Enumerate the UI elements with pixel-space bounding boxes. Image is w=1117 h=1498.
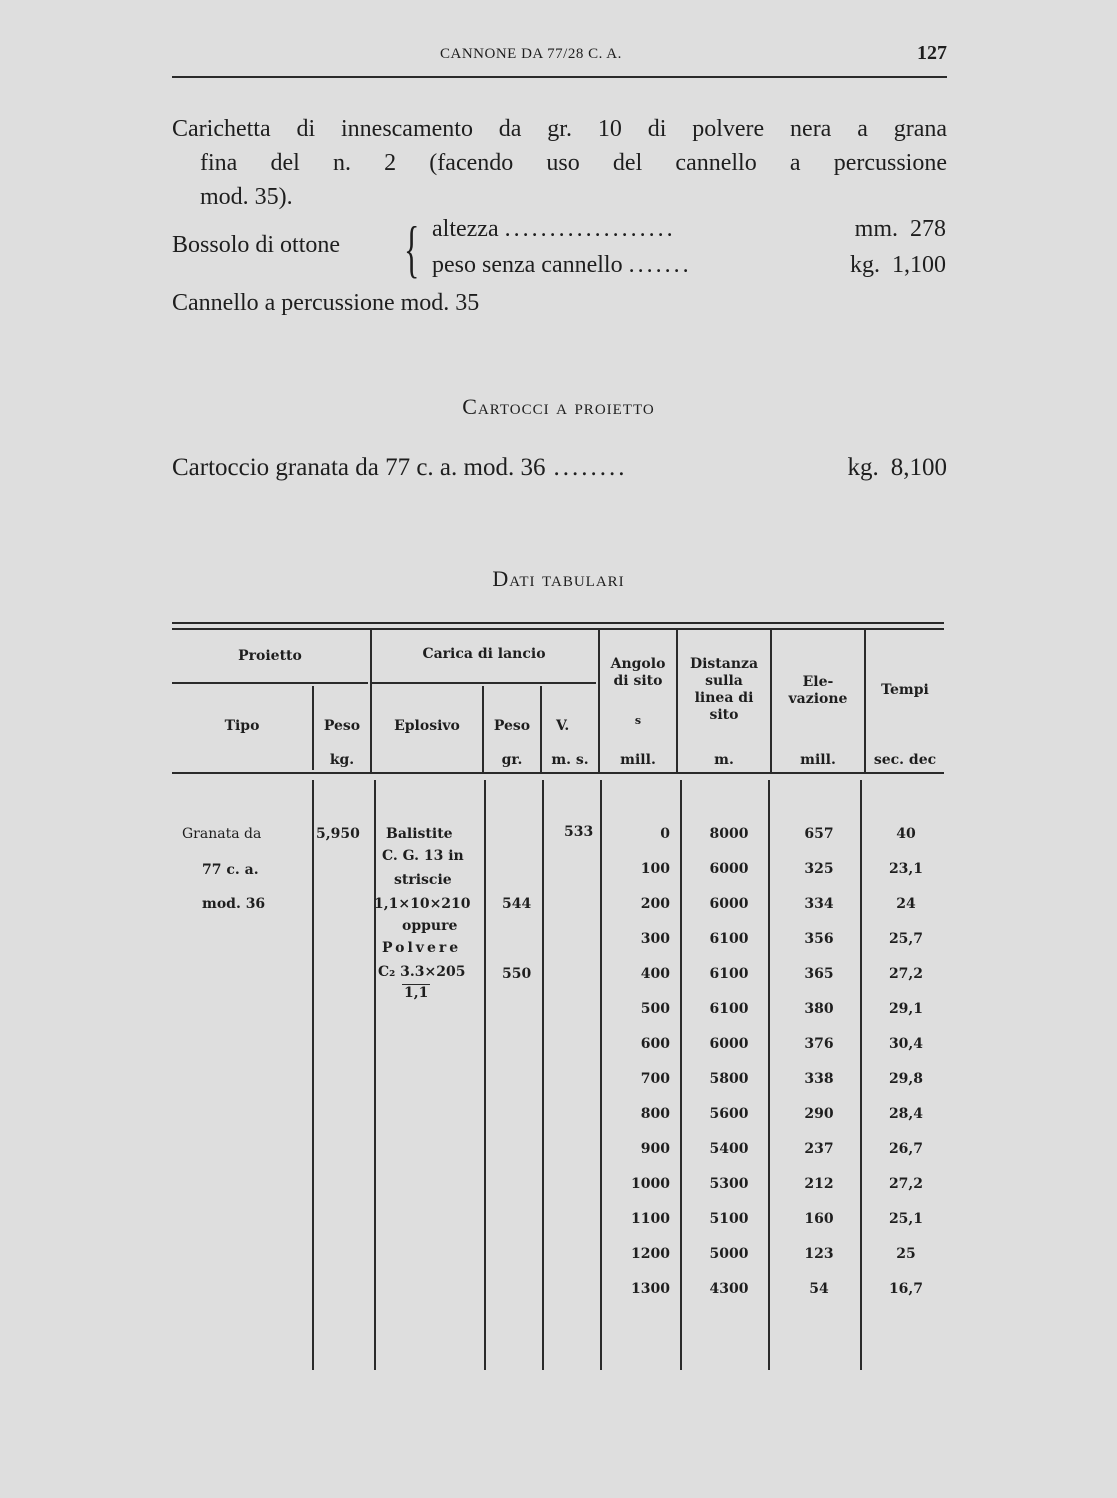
elevazione-cell: 123 xyxy=(804,1246,834,1262)
th-peso: Peso xyxy=(323,718,361,734)
tipo-l2: 77 c. a. xyxy=(202,862,259,878)
esplosivo-l5: oppure xyxy=(402,918,458,934)
tempi-cell: 30,4 xyxy=(888,1036,924,1052)
distanza-cell: 5100 xyxy=(709,1211,749,1227)
th-s: s xyxy=(634,714,642,727)
th-esplosivo: Eplosivo xyxy=(394,718,460,734)
tempi-cell: 26,7 xyxy=(888,1141,924,1157)
angolo-cell: 1200 xyxy=(631,1246,670,1262)
tempi-cell: 25,1 xyxy=(888,1211,924,1227)
col-divider xyxy=(864,628,866,772)
angolo-cell: 1100 xyxy=(631,1211,670,1227)
cartocci-heading: Cartocci a proietto xyxy=(462,394,655,419)
th-elevazione xyxy=(772,674,864,708)
tempi-cell: 28,4 xyxy=(888,1106,924,1122)
col-divider xyxy=(860,780,862,1370)
distanza-cell: 6100 xyxy=(709,1001,749,1017)
elevazione-cell: 365 xyxy=(804,966,834,982)
th-angolo-l2: di sito xyxy=(613,673,663,689)
table-top-rule xyxy=(172,622,944,624)
cannello-line: Cannello a percussione mod. 35 xyxy=(172,290,480,316)
unit-mill-angolo: mill. xyxy=(620,752,656,768)
tempi-cell: 29,1 xyxy=(888,1001,924,1017)
distanza-cell: 6100 xyxy=(709,966,749,982)
bossolo-row-value: 1,100 xyxy=(892,252,946,278)
unit-kg: kg. xyxy=(329,752,355,768)
th-peso-gr: Peso xyxy=(493,718,531,734)
bossolo-row-label: peso senza cannello xyxy=(432,252,623,278)
distanza-cell: 6000 xyxy=(709,861,749,877)
esplosivo-l6: Polvere xyxy=(382,940,462,956)
angolo-cell: 900 xyxy=(640,1141,670,1157)
angolo-cell: 1000 xyxy=(631,1176,670,1192)
distanza-cell: 6000 xyxy=(709,1036,749,1052)
peso-kg: 5,950 xyxy=(316,826,360,842)
th-v: V. xyxy=(556,718,570,734)
th-elevazione-l1: Ele- xyxy=(802,674,834,690)
elevazione-cell: 376 xyxy=(804,1036,834,1052)
esplosivo-l8 xyxy=(402,984,430,1001)
cartoccio-label: Cartoccio granata da 77 c. a. mod. 36 xyxy=(172,454,546,481)
velocita: 533 xyxy=(564,824,594,840)
distanza-cell: 5600 xyxy=(709,1106,749,1122)
col-divider xyxy=(600,780,602,1370)
tempi-cell: 29,8 xyxy=(888,1071,924,1087)
distanza-cell: 4300 xyxy=(709,1281,749,1297)
th-tipo: Tipo xyxy=(224,718,260,734)
col-divider xyxy=(312,780,314,1370)
angolo-cell: 500 xyxy=(640,1001,670,1017)
leader-dots: ........ xyxy=(553,454,628,481)
th-angolo xyxy=(600,656,676,690)
tempi-cell: 25,7 xyxy=(888,931,924,947)
header-rule xyxy=(172,76,947,78)
angolo-cell: 300 xyxy=(640,931,670,947)
bossolo-row-value: 278 xyxy=(910,216,946,242)
unit-ms: m. s. xyxy=(551,752,589,768)
distanza-cell: 5400 xyxy=(709,1141,749,1157)
col-divider xyxy=(598,628,600,772)
th-distanza xyxy=(678,656,770,724)
th-distanza-l4: sito xyxy=(709,707,739,723)
col-divider xyxy=(768,780,770,1370)
running-title: CANNONE DA 77/28 C. A. xyxy=(440,46,622,62)
peso-gr-2: 550 xyxy=(502,966,532,982)
elevazione-cell: 334 xyxy=(804,896,834,912)
col-divider xyxy=(542,780,544,1370)
header-bottom-rule xyxy=(172,772,944,774)
tempi-cell: 23,1 xyxy=(888,861,924,877)
table-top-rule-2 xyxy=(172,628,944,630)
th-elevazione-l2: vazione xyxy=(788,691,848,707)
elevazione-cell: 356 xyxy=(804,931,834,947)
th-distanza-l1: Distanza xyxy=(689,656,759,672)
th-distanza-l3: linea di xyxy=(694,690,754,706)
angolo-cell: 100 xyxy=(640,861,670,877)
carichetta-line-2: fina del n. 2 (facendo uso del cannello a percussione xyxy=(200,150,947,176)
elevazione-cell: 380 xyxy=(804,1001,834,1017)
tempi-cell: 25 xyxy=(896,1246,916,1262)
peso-gr-1: 544 xyxy=(502,896,532,912)
fraction-denominator: 1,1 xyxy=(404,985,429,1001)
tempi-cell: 40 xyxy=(896,826,916,842)
cartoccio-value: 8,100 xyxy=(890,454,947,481)
col-divider xyxy=(484,780,486,1370)
bossolo-label: Bossolo di ottone xyxy=(172,232,341,258)
esplosivo-l7: C₂ 3.3×205 xyxy=(378,964,466,980)
page-number: 127 xyxy=(917,42,947,64)
angolo-cell: 200 xyxy=(640,896,670,912)
unit-mill-elev: mill. xyxy=(800,752,836,768)
carichetta-line-1: Carichetta di innescamento da gr. 10 di polvere nera a grana xyxy=(172,116,947,142)
angolo-cell: 800 xyxy=(640,1106,670,1122)
leader-dots: ....... xyxy=(628,252,692,278)
tempi-cell: 27,2 xyxy=(888,1176,924,1192)
esplosivo-l4: 1,1×10×210 xyxy=(374,896,471,912)
elevazione-cell: 290 xyxy=(804,1106,834,1122)
distanza-cell: 6100 xyxy=(709,931,749,947)
brace: { xyxy=(404,213,420,284)
elevazione-cell: 212 xyxy=(804,1176,834,1192)
tempi-cell: 27,2 xyxy=(888,966,924,982)
distanza-cell: 5300 xyxy=(709,1176,749,1192)
th-tempi: Tempi xyxy=(881,682,929,698)
dati-heading: Dati tabulari xyxy=(492,566,625,591)
tipo-l3: mod. 36 xyxy=(202,896,266,912)
distanza-cell: 8000 xyxy=(709,826,749,842)
col-divider xyxy=(374,780,376,1370)
angolo-cell: 700 xyxy=(640,1071,670,1087)
th-carica: Carica di lancio xyxy=(422,646,546,662)
angolo-cell: 0 xyxy=(660,826,670,842)
bossolo-row-altezza xyxy=(432,216,946,243)
carica-underline xyxy=(372,682,596,684)
carichetta-line-3: mod. 35). xyxy=(200,184,293,210)
esplosivo-l2: C. G. 13 in xyxy=(382,848,464,864)
elevazione-cell: 237 xyxy=(804,1141,834,1157)
unit-m: m. xyxy=(714,752,734,768)
distanza-cell: 5000 xyxy=(709,1246,749,1262)
th-angolo-l1: Angolo xyxy=(610,656,666,672)
distanza-cell: 5800 xyxy=(709,1071,749,1087)
angolo-cell: 600 xyxy=(640,1036,670,1052)
proietto-underline xyxy=(172,682,368,684)
cartoccio-line xyxy=(172,454,947,482)
th-distanza-l2: sulla xyxy=(705,673,743,689)
tempi-cell: 24 xyxy=(896,896,916,912)
elevazione-cell: 338 xyxy=(804,1071,834,1087)
tempi-cell: 16,7 xyxy=(888,1281,924,1297)
bossolo-row-peso xyxy=(432,252,946,279)
elevazione-cell: 657 xyxy=(804,826,834,842)
tipo-l1: Granata da xyxy=(182,826,262,842)
esplosivo-l1: Balistite xyxy=(386,826,453,842)
bossolo-row-unit: mm. xyxy=(854,216,898,242)
elevazione-cell: 54 xyxy=(809,1281,829,1297)
th-proietto: Proietto xyxy=(238,648,302,664)
distanza-cell: 6000 xyxy=(709,896,749,912)
bossolo-row-unit: kg. xyxy=(850,252,880,278)
bossolo-row-label: altezza xyxy=(432,216,499,242)
unit-gr: gr. xyxy=(501,752,523,768)
cartoccio-unit: kg. xyxy=(847,454,879,481)
unit-sec-dec: sec. dec xyxy=(873,752,937,768)
angolo-cell: 400 xyxy=(640,966,670,982)
esplosivo-l3: striscie xyxy=(394,872,452,888)
dati-tabulari-table xyxy=(172,620,944,1370)
angolo-cell: 1300 xyxy=(631,1281,670,1297)
elevazione-cell: 160 xyxy=(804,1211,834,1227)
col-divider xyxy=(680,780,682,1370)
running-head xyxy=(172,42,947,72)
leader-dots: ................... xyxy=(504,216,676,242)
elevazione-cell: 325 xyxy=(804,861,834,877)
